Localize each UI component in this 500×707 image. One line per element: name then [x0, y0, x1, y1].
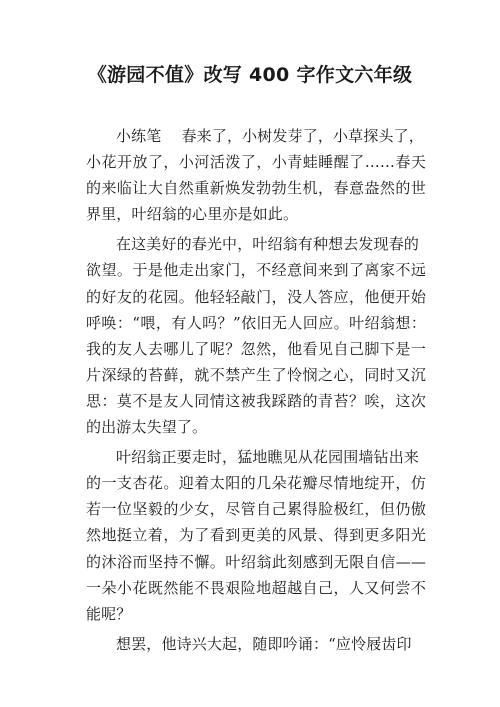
paragraph-2-line-6: 片深绿的苔藓，就不禁产生了怜悯之心，同时又沉: [86, 365, 426, 384]
paragraph-3-line-2: 的一支杏花。迎着太阳的几朵花瓣尽情地绽开，仿: [86, 474, 426, 493]
paragraph-1-line-2: 小花开放了，小河活泼了，小青蛙睡醒了……春天: [86, 153, 426, 172]
paragraph-2-line-3: 的好友的花园。他轻轻敲门，没人答应，他便开始: [86, 287, 426, 306]
paragraph-1-line-1: 小练笔 春来了，小树发芽了，小草探头了，: [116, 127, 424, 145]
paragraph-3-line-5: 的沐浴而坚持不懈。叶绍翁此刻感到无限自信——: [86, 552, 426, 571]
document-body: [86, 123, 426, 657]
paragraph-2-line-5: 我的友人去哪儿了呢？忽然，他看见自己脚下是一: [86, 339, 426, 358]
paragraph-1-line-4: 界里，叶绍翁的心里亦是如此。: [86, 205, 299, 224]
paragraph-2-line-8: 的出游太失望了。: [86, 418, 208, 437]
paragraph-3-line-6: 一朵小花既然能不畏艰险地超越自己，人又何尝不: [86, 578, 426, 597]
paragraph-3-line-1: 叶绍翁正要走时，猛地瞧见从花园围墙钻出来: [116, 448, 420, 467]
paragraph-2-line-2: 欲望。于是他走出家门，不经意间来到了离家不远: [86, 261, 426, 280]
paragraph-2-line-7: 思：莫不是友人同情这被我踩踏的青苔？唉，这次: [86, 391, 426, 410]
paragraph-4-line-1: 想罢，他诗兴大起，随即吟诵：“应怜屐齿印: [116, 634, 412, 653]
document-title: 《游园不值》改写 400 字作文六年级: [87, 64, 413, 86]
paragraph-3-line-4: 然地挺立着，为了看到更美的风景、得到更多阳光: [86, 526, 426, 545]
paragraph-1-line-3: 的来临让大自然重新焕发勃勃生机，春意盎然的世: [86, 179, 426, 198]
paragraph-3-line-3: 若一位坚毅的少女，尽管自己累得脸极红，但仍傲: [86, 500, 426, 519]
paragraph-3-line-7: 能呢？: [86, 604, 132, 623]
paragraph-2-line-4: 呼唤：“喂，有人吗？”依旧无人回应。叶绍翁想：: [86, 313, 426, 332]
paragraph-2-line-1: 在这美好的春光中，叶绍翁有种想去发现春的: [116, 235, 420, 254]
